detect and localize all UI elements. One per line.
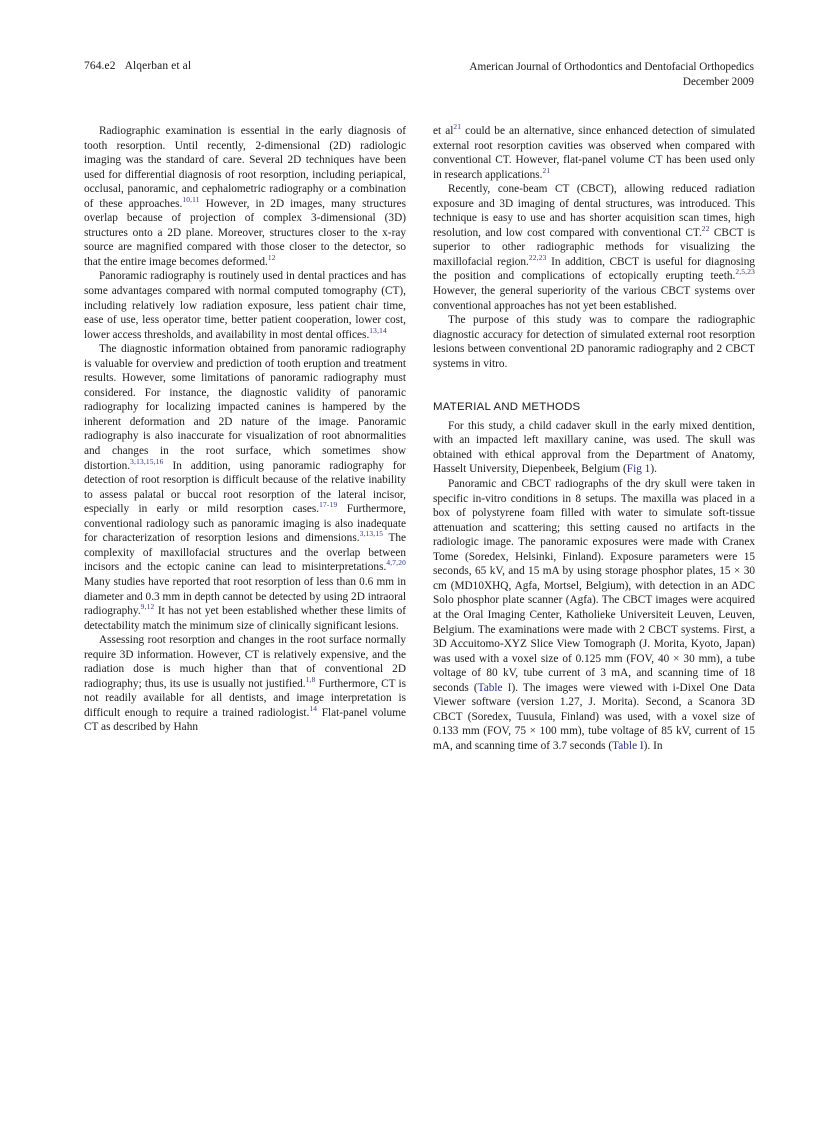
citation-reference[interactable]: 22,23 xyxy=(528,253,547,263)
running-head-authors: Alqerban et al xyxy=(124,60,192,72)
p-purpose-of-study: The purpose of this study was to compare the radiographic diagnostic accuracy for detection of simulated external root resorption lesions between conventional 2D panoramic radiography and 2 CBCT systems in vitro. xyxy=(433,314,755,370)
section-head-spacer xyxy=(433,371,755,400)
running-head-right xyxy=(469,60,754,90)
article-columns xyxy=(84,124,755,753)
citation-reference[interactable]: 3,13,15 xyxy=(359,529,384,539)
citation-reference[interactable]: 21 xyxy=(453,122,462,132)
citation-reference[interactable]: 2,5,23 xyxy=(735,267,755,277)
journal-title: American Journal of Orthodontics and Dentofacial Orthopedics xyxy=(469,61,754,73)
p-panoramic-radiography: Panoramic radiography is routinely used in dental practices and has some advantages compared with normal computed tomography (CT), including relatively low radiation exposure, less patient chair time, ease of use, less operator time, better patient cooperation, lower cost, lower access thresholds, and availability in most dental offices.$^{13,14}$ xyxy=(84,270,406,341)
running-head xyxy=(84,60,754,96)
running-head-left xyxy=(84,60,191,72)
p-cone-beam-ct: Recently, cone-beam CT (CBCT), allowing reduced radiation exposure and 3D imaging of dental structures, was introduced. This technique is easy to use and has shorter acquisition scan times, high resolution, and low cost compared with conventional CT.$^{22}$ CBCT is superior to other radiographic methods for visualizing the maxillofacial region.$^{22,23}$ In addition, CBCT is useful for diagnosing the position and complications of ectopically erupting teeth.$^{2,5,23}$ However, the general superiority of the various CBCT systems over conventional approaches has not yet been established. xyxy=(433,183,755,312)
citation-reference[interactable]: 14 xyxy=(309,704,318,714)
p-assessing-root-resorption: Assessing root resorption and changes in the root surface normally require 3D information. However, CT is relatively expensive, and the radiation dose is much higher than that of conventional 2D radiography; thus, its use is usually not justified.$^{1,8}$ Furthermore, CT is not readily available for all dentists, and image interpretation is difficult enough to require a trained radiologist.$^{14}$ Flat-panel volume CT as described by Hahn xyxy=(84,634,407,734)
citation-reference[interactable]: 9,12 xyxy=(140,602,155,612)
citation-reference[interactable]: 12 xyxy=(267,253,276,263)
citation-reference[interactable]: 17-19 xyxy=(319,500,338,510)
citation-reference[interactable]: 22 xyxy=(701,224,710,234)
issue-date: December 2009 xyxy=(682,76,754,88)
citation-reference[interactable]: 4,7,20 xyxy=(386,558,406,568)
p-cadaver-skull: For this study, a child cadaver skull in the early mixed dentition, with an impacted left maxillary canine, was used. The skull was obtained with ethical approval from the Department of Anatomy, Hasselt University, Diepenbeek, Belgium (Fig 1). xyxy=(433,419,755,476)
p-diagnostic-information: The diagnostic information obtained from panoramic radiography is valuable for overview and prediction of tooth eruption and treatment results. However, some limitations of panoramic radiography must considered. For instance, the diagnostic validity of panoramic radiography for localizing impacted canines is hampered by the inherent deformation and 2D nature of the image. Panoramic radiography is also inaccurate for visualization of root abnormalities and changes in the root surface, which sometimes show distortion.$^{3,13,15,16}$ In addition, using panoramic radiography for detection of root resorption is difficult because of the relative inability to assess palatal or buccal root resorption of the lateral incisor, especially in early or mild resorption cases.$^{17-19}$ Furthermore, conventional radiology such as panoramic imaging is also inadequate for characterization of resorption lesions and dimensions.$^{3,13,15}$ The complexity of maxillofacial structures and the overlap between incisors and the ectopic canine can lead to misinterpretations.$^{4,7,20}$ Many studies have reported that root resorption of less than 0.6 mm in diameter and 0.3 mm in depth cannot be detected by using 2D intraoral radiography.$^{9,12}$ It has not yet been established whether these limits of detectability match the minimum size of clinically significant lesions. xyxy=(84,343,407,632)
page-folio: 764.e2 xyxy=(84,60,116,72)
p-radiographic-examination: Radiographic examination is essential in the early diagnosis of tooth resorption. Until recently, 2-dimensional (2D) radiologic imaging was the standard of care. Several 2D techniques have been used for differential diagnosis of root resorption, including periapical, occlusal, panoramic, and cephalometric radiography or a combination of these approaches.$^{10,11}$ However, in 2D images, many structures overlap because of projection of complex 3-dimensional (3D) structures onto a 2D plane. Moreover, structures closer to the x-ray source are magnified compared with those closer to the detector, so that the entire image becomes deformed.$^{12}$ xyxy=(84,125,407,268)
column-left xyxy=(84,124,406,753)
cross-reference-link[interactable]: Fig 1 xyxy=(626,463,651,476)
cross-reference-link[interactable]: Table I xyxy=(612,739,644,752)
section-heading-material-and-methods: MATERIAL AND METHODS xyxy=(433,401,581,414)
citation-reference[interactable]: 3,13,15,16 xyxy=(130,456,164,466)
citation-reference[interactable]: 21 xyxy=(542,165,551,175)
p-panoramic-and-cbct-setups: Panoramic and CBCT radiographs of the dry skull were taken in specific in-vitro conditions in 8 setups. The maxilla was placed in a box of polystyrene foam filled with water to simulate soft-tissue attenuation and scattering; this setting caused no artifacts in the radiologic image. The panoramic exposures were made with Cranex Tome (Soredex, Helsinki, Finland). Exposure parameters were 15 seconds, 65 kV, and 15 mA by using storage phosphor plates, 15 × 30 cm (MD10XHQ, Agfa, Mortsel, Belgium), with detection in an ADC Solo phosphor plate scanner (Agfa). The CBCT images were acquired at the Oral Imaging Center, Katholieke Universiteit Leuven, Leuven, Belgium. The examinations were made with 2 CBCT systems. First, a 3D Accuitomo-XYZ Slice View Tomograph (J. Morita, Kyoto, Japan) was used with a voxel size of 0.125 mm (FOV, 40 × 30 mm), a tube voltage of 80 kV, tube current of 3 mA, and scanning time of 18 seconds (Table I). The images were viewed with i-Dixel One Data Viewer software (version 1.27, J. Morita). Second, a Scanora 3D CBCT (Soredex, Tuusula, Finland) was used, with a voxel size of 0.133 mm (FOV, 75 × 100 mm), tube voltage of 85 kV, current of 15 mA, and scanning time of 3.7 seconds (Table I). In xyxy=(433,478,755,752)
citation-reference[interactable]: 10,11 xyxy=(182,194,200,204)
citation-reference[interactable]: 1,8 xyxy=(305,675,316,685)
p-flat-panel-continuation: et al$^{21}$ could be an alternative, since enhanced detection of simulated external root resorption cavities was observed when compared with conventional CT. However, flat-panel volume CT has been used only in research applications.$^{21}$ xyxy=(433,122,755,181)
citation-reference[interactable]: 13,14 xyxy=(369,325,387,335)
cross-reference-link[interactable]: Table I xyxy=(477,681,512,694)
column-right xyxy=(433,124,755,753)
